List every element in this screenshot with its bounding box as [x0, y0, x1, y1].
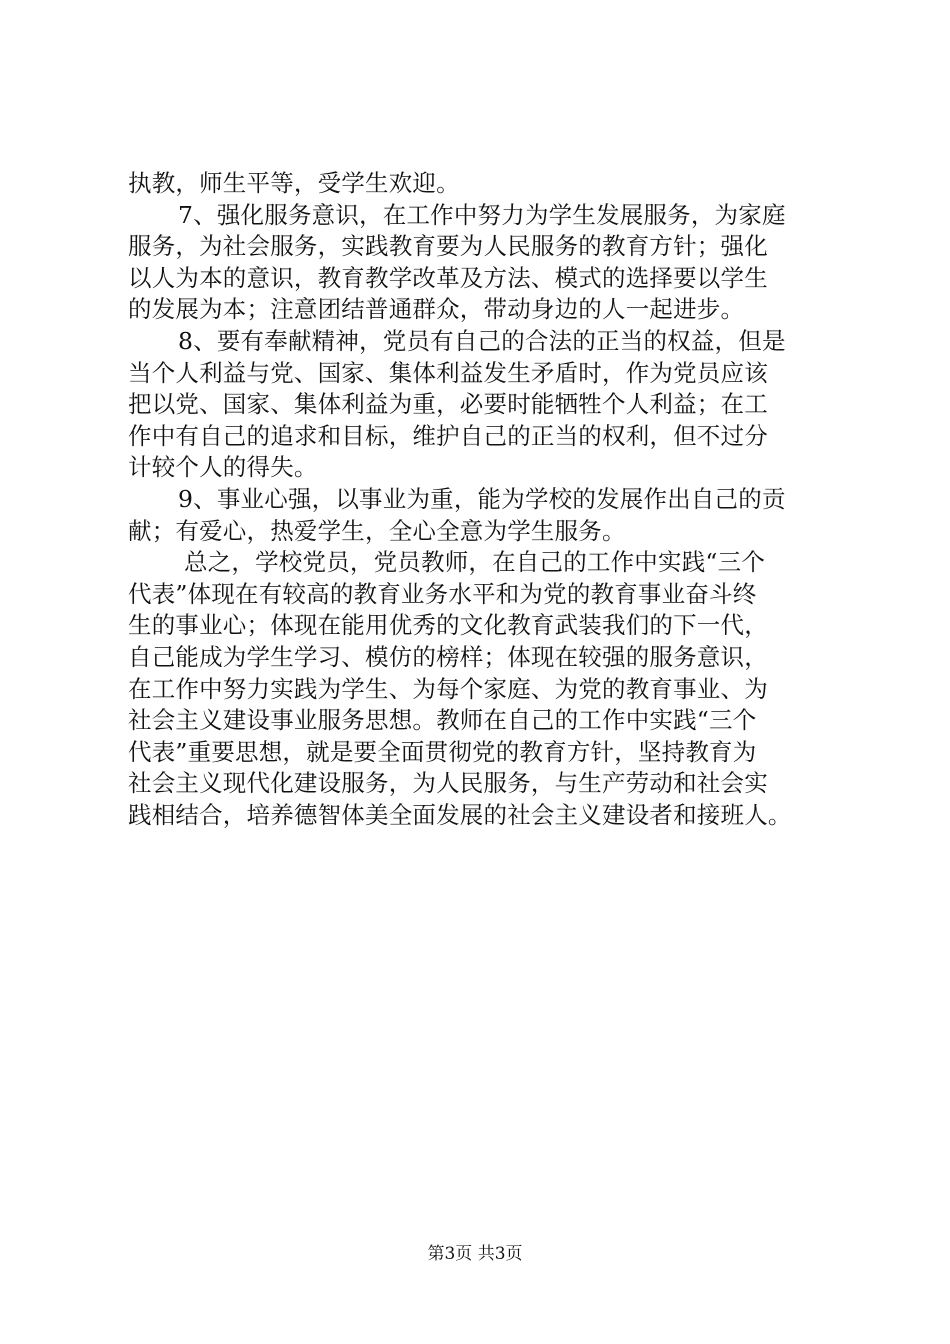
text-line: 以人为本的意识，教育教学改革及方法、模式的选择要以学生	[128, 263, 768, 292]
text-line: 执教，师生平等，受学生欢迎。	[128, 169, 460, 197]
text-line: 当个人利益与党、国家、集体利益发生矛盾时，作为党员应该	[128, 358, 768, 387]
text-line: 计较个人的得失。	[128, 453, 318, 482]
text-line: 自己能成为学生学习、模仿的榜样；体现在较强的服务意识，	[128, 642, 768, 671]
text-line: 总之，学校党员，党员教师，在自己的工作中实践“三个	[184, 548, 766, 577]
text-line: 献；有爱心，热爱学生，全心全意为学生服务。	[128, 516, 626, 545]
text-line: 在工作中努力实践为学生、为每个家庭、为党的教育事业、为	[128, 674, 768, 703]
text-line: 作中有自己的追求和目标，维护自己的正当的权利，但不过分	[128, 421, 768, 450]
text-line: 代表”重要思想，就是要全面贯彻党的教育方针，坚持教育为	[128, 737, 757, 766]
text-line: 生的事业心；体现在能用优秀的文化教育武装我们的下一代，	[128, 611, 768, 640]
text-line: 践相结合，培养德智体美全面发展的社会主义建设者和接班人。	[128, 800, 792, 829]
text-line: 9、事业心强，以事业为重，能为学校的发展作出自己的贡	[178, 484, 786, 513]
text-line: 代表”体现在有较高的教育业务水平和为党的教育事业奋斗终	[128, 579, 757, 608]
text-line: 8、要有奉献精神，党员有自己的合法的正当的权益，但是	[178, 326, 786, 355]
text-line: 把以党、国家、集体利益为重，必要时能牺牲个人利益；在工	[128, 390, 768, 419]
text-line: 的发展为本；注意团结普通群众，带动身边的人一起进步。	[128, 295, 745, 324]
document-body	[128, 168, 828, 831]
text-line: 社会主义现代化建设服务，为人民服务，与生产劳动和社会实	[128, 769, 768, 798]
text-line: 服务，为社会服务，实践教育要为人民服务的教育方针；强化	[128, 232, 768, 261]
text-line: 社会主义建设事业服务思想。教师在自己的工作中实践“三个	[128, 706, 757, 735]
page-number-footer: 第3页 共3页	[427, 1244, 523, 1264]
text-line: 7、强化服务意识，在工作中努力为学生发展服务，为家庭	[178, 200, 786, 229]
